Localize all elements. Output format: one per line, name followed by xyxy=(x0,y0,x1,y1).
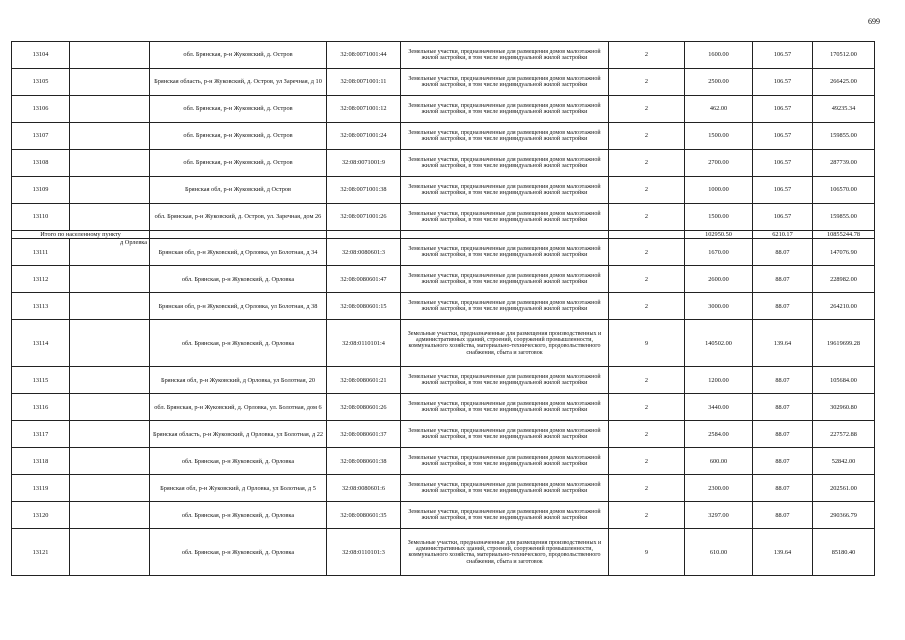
cadastral-value: 106570.00 xyxy=(813,177,875,204)
table-row xyxy=(12,293,875,320)
address-cell: Брянская обл, р-н Жуковский, д Орловка, ул Болотная, д 38 xyxy=(150,293,327,320)
group-code: 2 xyxy=(609,69,685,96)
group-code: 9 xyxy=(609,320,685,367)
cadastral-value: 170512.00 xyxy=(813,42,875,69)
cadastral-value: 159855.00 xyxy=(813,204,875,231)
land-purpose: Земельные участки, предназначенные для размещения домов малоэтажной жилой застройки, в том числе индивидуальной жилой застройки xyxy=(401,42,609,69)
specific-value: 88.07 xyxy=(753,448,813,475)
empty-cell xyxy=(70,394,150,421)
group-code: 2 xyxy=(609,448,685,475)
group-code: 2 xyxy=(609,421,685,448)
land-purpose: Земельные участки, предназначенные для размещения домов малоэтажной жилой застройки, в том числе индивидуальной жилой застройки xyxy=(401,123,609,150)
cadastral-value: 290366.79 xyxy=(813,502,875,529)
area-value: 2600.00 xyxy=(685,266,753,293)
cadastral-number: 32:08:0080601:21 xyxy=(327,367,401,394)
address-cell: обл. Брянская, р-н Жуковский, д. Орловка xyxy=(150,320,327,367)
table-row xyxy=(12,69,875,96)
area-value: 3297.00 xyxy=(685,502,753,529)
specific-value: 88.07 xyxy=(753,239,813,266)
area-value: 1600.00 xyxy=(685,42,753,69)
cadastral-number: 32:08:0080601:37 xyxy=(327,421,401,448)
area-value: 2584.00 xyxy=(685,421,753,448)
empty-cell xyxy=(70,123,150,150)
cadastral-number: 32:08:0080601:35 xyxy=(327,502,401,529)
address-cell: Брянская область, р-н Жуковский, д. Остров, ул Заречная, д 10 xyxy=(150,69,327,96)
row-number: 13120 xyxy=(12,502,70,529)
table-row xyxy=(12,150,875,177)
empty-cell xyxy=(70,42,150,69)
table-row xyxy=(12,394,875,421)
group-code: 2 xyxy=(609,177,685,204)
address-cell: обл. Брянская, р-н Жуковский, д. Остров xyxy=(150,150,327,177)
empty-cell xyxy=(70,367,150,394)
row-number: 13119 xyxy=(12,475,70,502)
specific-value: 88.07 xyxy=(753,394,813,421)
empty-cell xyxy=(70,204,150,231)
land-purpose: Земельные участки, предназначенные для размещения домов малоэтажной жилой застройки, в том числе индивидуальной жилой застройки xyxy=(401,502,609,529)
cadastral-value: 227572.88 xyxy=(813,421,875,448)
row-number: 13107 xyxy=(12,123,70,150)
land-purpose: Земельные участки, предназначенные для размещения домов малоэтажной жилой застройки, в том числе индивидуальной жилой застройки xyxy=(401,239,609,266)
group-code: 2 xyxy=(609,204,685,231)
empty-cell xyxy=(70,177,150,204)
table-row xyxy=(12,448,875,475)
table-row xyxy=(12,42,875,69)
row-number: 13108 xyxy=(12,150,70,177)
land-purpose: Земельные участки, предназначенные для размещения домов малоэтажной жилой застройки, в том числе индивидуальной жилой застройки xyxy=(401,448,609,475)
address-cell: обл. Брянская, р-н Жуковский, д. Остров, ул. Заречная, дом 26 xyxy=(150,204,327,231)
address-cell: обл. Брянская, р-н Жуковский, д. Орловка xyxy=(150,529,327,576)
group-code: 2 xyxy=(609,239,685,266)
total-area: 102950.50 xyxy=(685,231,753,239)
row-number: 13111 xyxy=(12,239,70,266)
group-code: 2 xyxy=(609,475,685,502)
area-value: 610.00 xyxy=(685,529,753,576)
empty-cell xyxy=(70,421,150,448)
cadastral-value: 147076.90 xyxy=(813,239,875,266)
cadastral-number: 32:08:0110101:4 xyxy=(327,320,401,367)
specific-value: 106.57 xyxy=(753,150,813,177)
group-code: 2 xyxy=(609,150,685,177)
specific-value: 88.07 xyxy=(753,421,813,448)
address-cell: Брянская обл, р-н Жуковский, д Орловка, ул Болотная, д 5 xyxy=(150,475,327,502)
specific-value: 88.07 xyxy=(753,266,813,293)
area-value: 3440.00 xyxy=(685,394,753,421)
cadastral-value: 85180.40 xyxy=(813,529,875,576)
row-number: 13117 xyxy=(12,421,70,448)
group-code: 2 xyxy=(609,42,685,69)
address-cell: Брянская обл, р-н Жуковский, д Остров xyxy=(150,177,327,204)
cadastral-value: 302960.80 xyxy=(813,394,875,421)
address-cell: Брянская обл, р-н Жуковский, д Орловка, ул Болотная, д 34 xyxy=(150,239,327,266)
specific-value: 106.57 xyxy=(753,96,813,123)
cadastral-value: 266425.00 xyxy=(813,69,875,96)
empty-cell xyxy=(70,69,150,96)
row-number: 13110 xyxy=(12,204,70,231)
table-row xyxy=(12,204,875,231)
cadastral-number: 32:08:0080601:47 xyxy=(327,266,401,293)
address-cell: Брянская область, р-н Жуковский, д Орловка, ул Болотная, д 22 xyxy=(150,421,327,448)
area-value: 1000.00 xyxy=(685,177,753,204)
cadastral-value: 159855.00 xyxy=(813,123,875,150)
row-number: 13116 xyxy=(12,394,70,421)
row-number: 13112 xyxy=(12,266,70,293)
row-number: 13114 xyxy=(12,320,70,367)
cadastral-number: 32:08:0071001:44 xyxy=(327,42,401,69)
cadastral-number: 32:08:0071001:9 xyxy=(327,150,401,177)
empty-cell xyxy=(70,475,150,502)
table-row xyxy=(12,239,875,266)
table-row xyxy=(12,96,875,123)
group-code: 9 xyxy=(609,529,685,576)
cadastral-number: 32:08:0080601:38 xyxy=(327,448,401,475)
empty-cell xyxy=(70,293,150,320)
table-row xyxy=(12,475,875,502)
cadastral-number: 32:08:0080601:6 xyxy=(327,475,401,502)
land-purpose: Земельные участки, предназначенные для размещения домов малоэтажной жилой застройки, в том числе индивидуальной жилой застройки xyxy=(401,266,609,293)
row-number: 13104 xyxy=(12,42,70,69)
cadastral-number: 32:08:0071001:38 xyxy=(327,177,401,204)
empty-cell xyxy=(70,529,150,576)
group-code: 2 xyxy=(609,394,685,421)
empty-cell xyxy=(70,320,150,367)
group-code: 2 xyxy=(609,502,685,529)
land-purpose: Земельные участки, предназначенные для размещения домов малоэтажной жилой застройки, в том числе индивидуальной жилой застройки xyxy=(401,421,609,448)
land-purpose: Земельные участки, предназначенные для размещения домов малоэтажной жилой застройки, в том числе индивидуальной жилой застройки xyxy=(401,150,609,177)
specific-value: 88.07 xyxy=(753,367,813,394)
total-specific: 6210.17 xyxy=(753,231,813,239)
area-value: 462.00 xyxy=(685,96,753,123)
table-row xyxy=(12,177,875,204)
cadastral-value: 49235.34 xyxy=(813,96,875,123)
cadastral-value: 19619699.28 xyxy=(813,320,875,367)
table-row xyxy=(12,266,875,293)
area-value: 600.00 xyxy=(685,448,753,475)
group-code: 2 xyxy=(609,367,685,394)
page-number: 699 xyxy=(868,17,880,26)
specific-value: 139.64 xyxy=(753,320,813,367)
land-purpose: Земельные участки, предназначенные для размещения домов малоэтажной жилой застройки, в том числе индивидуальной жилой застройки xyxy=(401,293,609,320)
table-row xyxy=(12,502,875,529)
cadastral-number: 32:08:0071001:12 xyxy=(327,96,401,123)
specific-value: 88.07 xyxy=(753,502,813,529)
group-code: 2 xyxy=(609,96,685,123)
empty-cell xyxy=(70,502,150,529)
address-cell: обл. Брянская, р-н Жуковский, д. Орловка xyxy=(150,448,327,475)
empty-cell xyxy=(70,266,150,293)
area-value: 2700.00 xyxy=(685,150,753,177)
land-purpose: Земельные участки, предназначенные для размещения домов малоэтажной жилой застройки, в том числе индивидуальной жилой застройки xyxy=(401,367,609,394)
address-cell: обл. Брянская, р-н Жуковский, д. Остров xyxy=(150,96,327,123)
specific-value: 139.64 xyxy=(753,529,813,576)
cadastral-number: 32:08:0080601:3 xyxy=(327,239,401,266)
row-number: 13118 xyxy=(12,448,70,475)
empty-cell xyxy=(70,448,150,475)
cadastral-value: 105684.00 xyxy=(813,367,875,394)
group-code: 2 xyxy=(609,266,685,293)
cadastral-value: 52842.00 xyxy=(813,448,875,475)
table-row xyxy=(12,529,875,576)
row-number: 13106 xyxy=(12,96,70,123)
row-number: 13105 xyxy=(12,69,70,96)
address-cell: обл. Брянская, р-н Жуковский, д. Орловка, ул. Болотная, дом 6 xyxy=(150,394,327,421)
cadastral-value: 202561.00 xyxy=(813,475,875,502)
land-purpose: Земельные участки, предназначенные для размещения производственных и административных зданий, строений, сооружений промышленности, коммунального хозяйства, материально-технического, продовольственного снабжения, сбыта и заготовок xyxy=(401,529,609,576)
cadastral-number: 32:08:0110101:3 xyxy=(327,529,401,576)
group-code: 2 xyxy=(609,123,685,150)
area-value: 3000.00 xyxy=(685,293,753,320)
land-purpose: Земельные участки, предназначенные для размещения домов малоэтажной жилой застройки, в том числе индивидуальной жилой застройки xyxy=(401,394,609,421)
row-number: 13115 xyxy=(12,367,70,394)
land-purpose: Земельные участки, предназначенные для размещения домов малоэтажной жилой застройки, в том числе индивидуальной жилой застройки xyxy=(401,96,609,123)
specific-value: 106.57 xyxy=(753,123,813,150)
cadastral-number: 32:08:0080601:15 xyxy=(327,293,401,320)
area-value: 2300.00 xyxy=(685,475,753,502)
table-row xyxy=(12,123,875,150)
land-purpose: Земельные участки, предназначенные для размещения домов малоэтажной жилой застройки, в том числе индивидуальной жилой застройки xyxy=(401,204,609,231)
specific-value: 88.07 xyxy=(753,293,813,320)
cadastral-number: 32:08:0071001:11 xyxy=(327,69,401,96)
cadastral-value: 264210.00 xyxy=(813,293,875,320)
table-row xyxy=(12,367,875,394)
row-number: 13113 xyxy=(12,293,70,320)
address-cell: Брянская обл, р-н Жуковский, д Орловка, ул Болотная, 20 xyxy=(150,367,327,394)
area-value: 1200.00 xyxy=(685,367,753,394)
land-purpose: Земельные участки, предназначенные для размещения домов малоэтажной жилой застройки, в том числе индивидуальной жилой застройки xyxy=(401,475,609,502)
total-label: Итого по населенному пункту xyxy=(12,231,150,239)
address-cell: обл. Брянская, р-н Жуковский, д. Остров xyxy=(150,42,327,69)
specific-value: 88.07 xyxy=(753,475,813,502)
village-name: д Орлевка xyxy=(70,239,150,266)
land-purpose: Земельные участки, предназначенные для размещения производственных и административных зданий, строений, сооружений промышленности, коммунального хозяйства, материально-технического, продовольственного снабжения, сбыта и заготовок xyxy=(401,320,609,367)
empty-cell xyxy=(70,150,150,177)
group-code: 2 xyxy=(609,293,685,320)
address-cell: обл. Брянская, р-н Жуковский, д. Орловка xyxy=(150,266,327,293)
specific-value: 106.57 xyxy=(753,204,813,231)
specific-value: 106.57 xyxy=(753,42,813,69)
specific-value: 106.57 xyxy=(753,177,813,204)
land-purpose: Земельные участки, предназначенные для размещения домов малоэтажной жилой застройки, в том числе индивидуальной жилой застройки xyxy=(401,69,609,96)
cadastral-value: 228982.00 xyxy=(813,266,875,293)
address-cell: обл. Брянская, р-н Жуковский, д. Орловка xyxy=(150,502,327,529)
cadastral-number: 32:08:0071001:26 xyxy=(327,204,401,231)
area-value: 2500.00 xyxy=(685,69,753,96)
table-row xyxy=(12,421,875,448)
cadastral-number: 32:08:0080601:26 xyxy=(327,394,401,421)
total-value: 10855244.78 xyxy=(813,231,875,239)
cadastral-number: 32:08:0071001:24 xyxy=(327,123,401,150)
total-row xyxy=(12,231,875,239)
area-value: 140502.00 xyxy=(685,320,753,367)
land-purpose: Земельные участки, предназначенные для размещения домов малоэтажной жилой застройки, в том числе индивидуальной жилой застройки xyxy=(401,177,609,204)
area-value: 1500.00 xyxy=(685,204,753,231)
empty-cell xyxy=(70,96,150,123)
area-value: 1670.00 xyxy=(685,239,753,266)
area-value: 1500.00 xyxy=(685,123,753,150)
row-number: 13121 xyxy=(12,529,70,576)
table-row xyxy=(12,320,875,367)
row-number: 13109 xyxy=(12,177,70,204)
cadastral-value-table xyxy=(11,41,875,576)
address-cell: обл. Брянская, р-н Жуковский, д. Остров xyxy=(150,123,327,150)
specific-value: 106.57 xyxy=(753,69,813,96)
cadastral-value: 287739.00 xyxy=(813,150,875,177)
